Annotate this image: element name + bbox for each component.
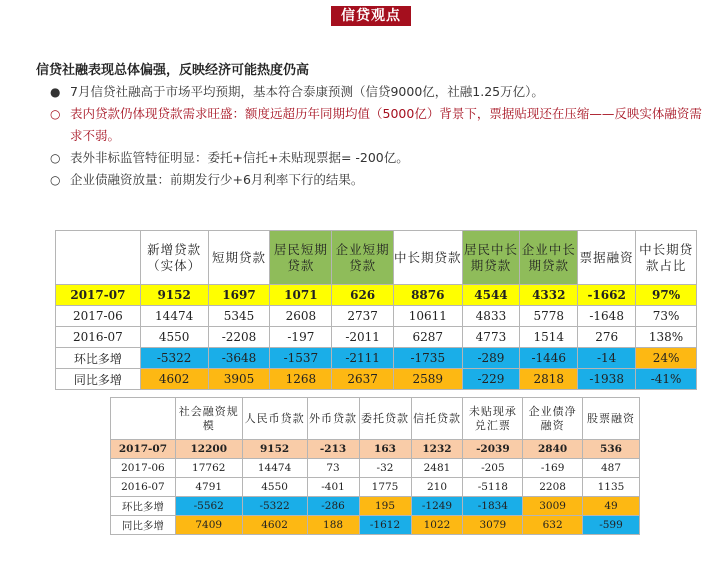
table-cell: 73 xyxy=(307,459,359,478)
table-cell: 1232 xyxy=(411,440,463,459)
header-cell xyxy=(111,398,176,440)
table-cell: 14474 xyxy=(140,306,208,327)
table-cell: 5778 xyxy=(520,306,578,327)
table-row xyxy=(56,369,697,390)
table-cell: -213 xyxy=(307,440,359,459)
table-cell: 49 xyxy=(583,497,640,516)
table-cell: 1135 xyxy=(583,478,640,497)
table-cell: 2481 xyxy=(411,459,463,478)
table-cell: -5562 xyxy=(175,497,242,516)
header-cell xyxy=(56,231,141,285)
row-label: 2016-07 xyxy=(111,478,176,497)
row-label: 环比多增 xyxy=(111,497,176,516)
table-cell: 3079 xyxy=(463,516,523,535)
bullet-dot-icon: ● xyxy=(50,85,61,99)
row-label: 2016-07 xyxy=(56,327,141,348)
bullet-text: 表外非标监管特征明显：委托+信托+未贴现票据= -200亿。 xyxy=(70,150,409,165)
header-cell: 企业债净融资 xyxy=(523,398,583,440)
table-cell: -3648 xyxy=(208,348,270,369)
table-cell: 10611 xyxy=(394,306,463,327)
bullet-text: 企业债融资放量：前期发行少+6月利率下行的结果。 xyxy=(70,172,364,187)
bullet-circle-icon: ○ xyxy=(50,107,61,121)
table-row xyxy=(111,478,640,497)
table-cell: -1537 xyxy=(270,348,332,369)
table-cell: 14474 xyxy=(242,459,307,478)
table-cell: -1648 xyxy=(578,306,636,327)
table-cell: -1938 xyxy=(578,369,636,390)
table-cell: -1446 xyxy=(520,348,578,369)
table-cell: -1735 xyxy=(394,348,463,369)
social-financing-table xyxy=(110,397,640,535)
table-cell: -205 xyxy=(463,459,523,478)
table-cell: -5322 xyxy=(242,497,307,516)
row-label: 2017-06 xyxy=(56,306,141,327)
header-cell: 短期贷款 xyxy=(208,231,270,285)
table-cell: -2039 xyxy=(463,440,523,459)
table-cell: -5118 xyxy=(463,478,523,497)
table-cell: -599 xyxy=(583,516,640,535)
table-cell: -401 xyxy=(307,478,359,497)
table-cell: -229 xyxy=(462,369,520,390)
table-row xyxy=(111,516,640,535)
table-cell: 17762 xyxy=(175,459,242,478)
table-cell: 5345 xyxy=(208,306,270,327)
table-cell: 4332 xyxy=(520,285,578,306)
table-cell: 1022 xyxy=(411,516,463,535)
row-label: 同比多增 xyxy=(111,516,176,535)
table-row xyxy=(56,306,697,327)
bullet-list xyxy=(36,81,704,191)
row-label: 2017-07 xyxy=(56,285,141,306)
table-header-row xyxy=(111,398,640,440)
table-row xyxy=(111,497,640,516)
table-cell: 536 xyxy=(583,440,640,459)
table-cell: 2589 xyxy=(394,369,463,390)
table-cell: 2637 xyxy=(332,369,394,390)
table-cell: 12200 xyxy=(175,440,242,459)
table-cell: 7409 xyxy=(175,516,242,535)
table-cell: 626 xyxy=(332,285,394,306)
bullet-text: 7月信贷社融高于市场平均预期，基本符合泰康预测（信贷9000亿，社融1.25万亿）。 xyxy=(70,84,544,99)
table-cell: 210 xyxy=(411,478,463,497)
table-cell: 1775 xyxy=(359,478,411,497)
header-cell: 人民币贷款 xyxy=(242,398,307,440)
credit-breakdown-table xyxy=(55,230,697,390)
table-cell: 2818 xyxy=(520,369,578,390)
table-cell: -1249 xyxy=(411,497,463,516)
page-heading: 信贷社融表现总体偏强，反映经济可能热度仍高 xyxy=(36,63,310,78)
header-cell: 票据融资 xyxy=(578,231,636,285)
table-cell: 6287 xyxy=(394,327,463,348)
table-cell: -2011 xyxy=(332,327,394,348)
table-cell: -197 xyxy=(270,327,332,348)
bullet-item xyxy=(36,169,704,191)
table-cell: 4773 xyxy=(462,327,520,348)
table-row xyxy=(56,285,697,306)
table-cell: 1697 xyxy=(208,285,270,306)
header-cell: 企业中长期贷款 xyxy=(520,231,578,285)
table-row xyxy=(56,348,697,369)
bullet-item xyxy=(36,81,704,103)
table-cell: -32 xyxy=(359,459,411,478)
row-label: 同比多增 xyxy=(56,369,141,390)
header-cell: 新增贷款（实体） xyxy=(140,231,208,285)
bullet-circle-icon: ○ xyxy=(50,173,61,187)
header-cell: 股票融资 xyxy=(583,398,640,440)
header-cell: 委托贷款 xyxy=(359,398,411,440)
header-cell: 居民中长期贷款 xyxy=(462,231,520,285)
table-cell: 9152 xyxy=(140,285,208,306)
row-label: 2017-07 xyxy=(111,440,176,459)
table-cell: 4544 xyxy=(462,285,520,306)
bullet-text: 表内贷款仍体现贷款需求旺盛：额度远超历年同期均值（5000亿）背景下，票据贴现还在压缩——反映实体融资需求不弱。 xyxy=(70,106,702,143)
table-cell: -1612 xyxy=(359,516,411,535)
table-cell: 3905 xyxy=(208,369,270,390)
header-cell: 企业短期贷款 xyxy=(332,231,394,285)
table-cell: -14 xyxy=(578,348,636,369)
bullet-item xyxy=(36,147,704,169)
table-cell: -289 xyxy=(462,348,520,369)
table-cell: 2208 xyxy=(523,478,583,497)
header-cell: 社会融资规模 xyxy=(175,398,242,440)
table-cell: 632 xyxy=(523,516,583,535)
table-cell: -41% xyxy=(636,369,697,390)
table-cell: 3009 xyxy=(523,497,583,516)
header-cell: 中长期贷款 xyxy=(394,231,463,285)
table-cell: 24% xyxy=(636,348,697,369)
table-header-row xyxy=(56,231,697,285)
header-cell: 中长期贷款占比 xyxy=(636,231,697,285)
table-cell: 1268 xyxy=(270,369,332,390)
table-cell: 2737 xyxy=(332,306,394,327)
table-cell: -2111 xyxy=(332,348,394,369)
table-cell: 1514 xyxy=(520,327,578,348)
table-cell: -1834 xyxy=(463,497,523,516)
table-cell: 276 xyxy=(578,327,636,348)
table-cell: -5322 xyxy=(140,348,208,369)
table-cell: -169 xyxy=(523,459,583,478)
header-cell: 未贴现承兑汇票 xyxy=(463,398,523,440)
table-row xyxy=(111,440,640,459)
section-title-badge: 信贷观点 xyxy=(331,6,411,26)
header-cell: 居民短期贷款 xyxy=(270,231,332,285)
bullet-circle-icon: ○ xyxy=(50,151,61,165)
table-cell: 4602 xyxy=(242,516,307,535)
table-cell: 188 xyxy=(307,516,359,535)
table-cell: 4550 xyxy=(242,478,307,497)
table-cell: 4602 xyxy=(140,369,208,390)
header-cell: 外币贷款 xyxy=(307,398,359,440)
table-cell: -286 xyxy=(307,497,359,516)
table-cell: -1662 xyxy=(578,285,636,306)
table-cell: 4791 xyxy=(175,478,242,497)
table-cell: 8876 xyxy=(394,285,463,306)
table-row xyxy=(111,459,640,478)
row-label: 环比多增 xyxy=(56,348,141,369)
table-cell: 487 xyxy=(583,459,640,478)
table-cell: 2840 xyxy=(523,440,583,459)
table-cell: 73% xyxy=(636,306,697,327)
table-cell: 163 xyxy=(359,440,411,459)
table-cell: 1071 xyxy=(270,285,332,306)
row-label: 2017-06 xyxy=(111,459,176,478)
table-cell: 2608 xyxy=(270,306,332,327)
table-cell: -2208 xyxy=(208,327,270,348)
bullet-item xyxy=(36,103,704,147)
table-cell: 4833 xyxy=(462,306,520,327)
table-cell: 97% xyxy=(636,285,697,306)
header-cell: 信托贷款 xyxy=(411,398,463,440)
table-cell: 4550 xyxy=(140,327,208,348)
table-cell: 195 xyxy=(359,497,411,516)
table-row xyxy=(56,327,697,348)
table-cell: 9152 xyxy=(242,440,307,459)
table-cell: 138% xyxy=(636,327,697,348)
